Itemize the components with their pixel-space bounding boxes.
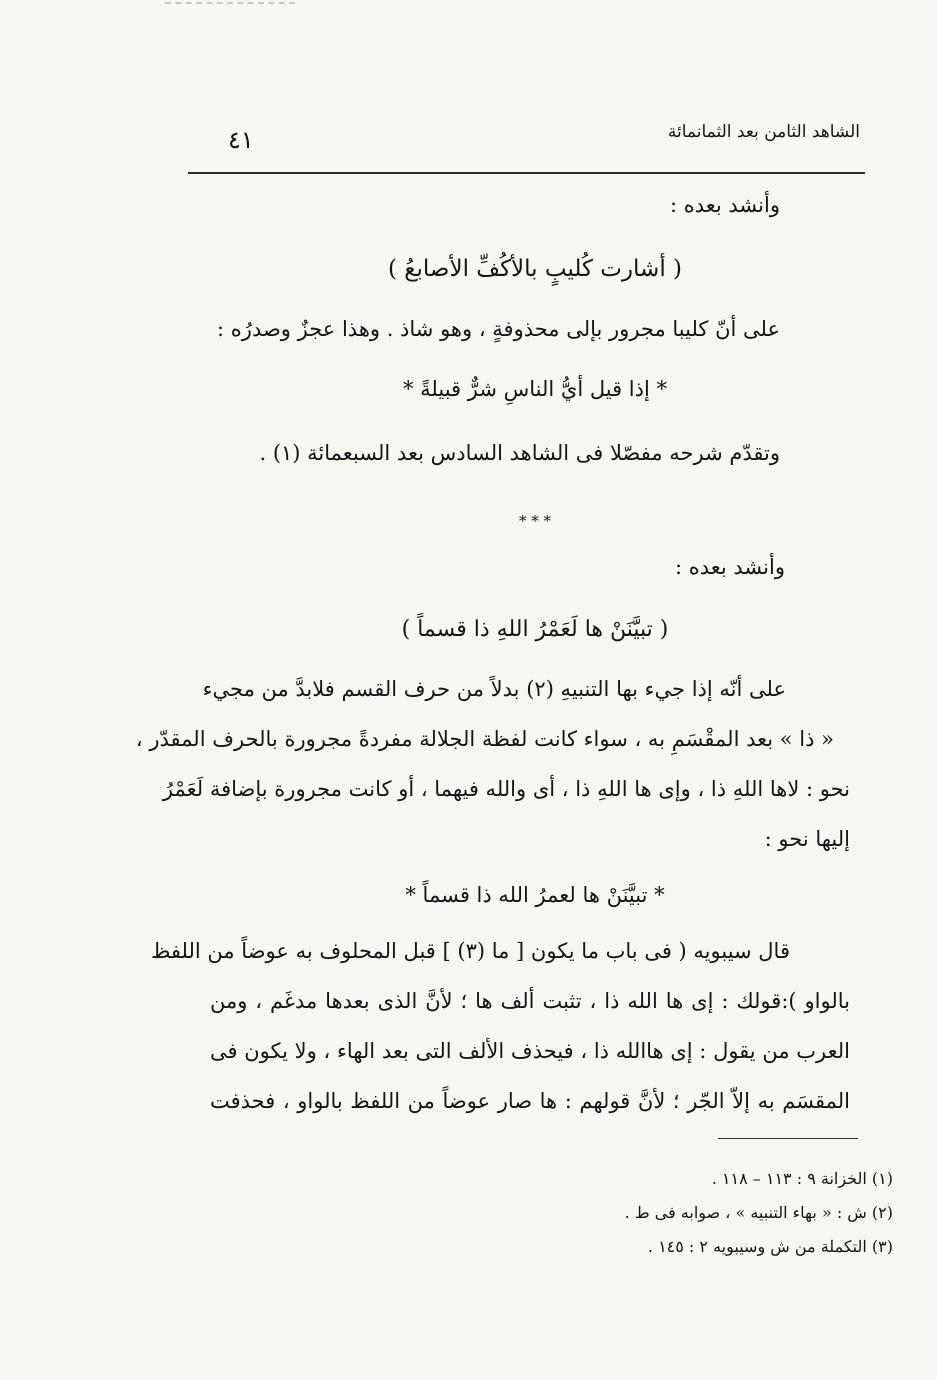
paragraph-line: العرب من يقول : إى هاالله ذا ، فيحذف الألف التى بعد الهاء ، ولا يكون فى bbox=[210, 1039, 850, 1063]
footnote-2: (٢) ش : « بهاء التنبيه » ، صوابه فى ط . bbox=[624, 1203, 893, 1222]
paragraph-line: على أنّه إذا جيء بها التنبيهِ (٢) بدلاً من حرف القسم فلابدَّ من مجيء bbox=[202, 677, 786, 701]
paragraph-line: « ذا » بعد المقْسَمِ به ، سواء كانت لفظة الجلالة مفردةً مجرورة بالحرف المقدّر ، bbox=[135, 727, 834, 751]
running-head: الشاهد الثامن بعد الثمانمائة bbox=[667, 122, 860, 142]
paragraph-line: المقسَم به إلاّ الجّر ؛ لأنَّ قولهم : ها صار عوضاً من اللفظ بالواو ، فحذفت bbox=[210, 1089, 850, 1113]
footnote-1: (١) الخزانة ٩ : ١١٣ – ١١٨ . bbox=[711, 1169, 893, 1188]
scan-artifact-dashes bbox=[165, 2, 295, 4]
paragraph-line: بالواو ):قولك : إى ها الله ذا ، تثبت ألف ها ؛ لأنَّ الذى بعدها مدغَم ، ومن bbox=[210, 989, 850, 1013]
footnotes bbox=[253, 1162, 893, 1264]
footnote-rule bbox=[718, 1138, 858, 1139]
paragraph-intro: وأنشد بعده : bbox=[674, 555, 785, 579]
paragraph-intro: وأنشد بعده : bbox=[669, 193, 780, 217]
paragraph-line: قال سيبويه ( فى باب ما يكون [ ما (٣) ] قبل المحلوف به عوضاً من اللفظ bbox=[150, 939, 790, 963]
verse-line: * إذا قيل أيُّ الناسِ شرٌّ قبيلةً * bbox=[402, 377, 667, 401]
paragraph-line: وتقدّم شرحه مفصّلا فى الشاهد السادس بعد السبعمائة (١) . bbox=[259, 441, 780, 465]
verse-quote: ( تبيَّنَنْ ها لَعَمْرُ اللهِ ذا قسماً ) bbox=[401, 617, 669, 642]
page-number: ٤١ bbox=[228, 126, 254, 154]
section-separator: * * * bbox=[518, 512, 552, 530]
header-rule bbox=[188, 172, 865, 174]
paragraph-line: نحو : لاها اللهِ ذا ، وإى ها اللهِ ذا ، أى والله فيهما ، أو كانت مجرورة بإضافة لَعَمْرُ bbox=[162, 777, 850, 801]
page-header bbox=[210, 118, 860, 168]
paragraph-line: على أنّ كليبا مجرور بإلى محذوفةٍ ، وهو شاذ . وهذا عجزٌ وصدرُه : bbox=[217, 317, 780, 341]
paragraph-line: إليها نحو : bbox=[764, 827, 850, 851]
verse-line: * تبيَّنَنْ ها لعمرُ الله ذا قسماً * bbox=[405, 883, 665, 907]
verse-quote: ( أشارت كُليبٍ بالأكُفِّ الأصابعُ ) bbox=[388, 256, 682, 282]
footnote-3: (٣) التكملة من ش وسيبويه ٢ : ١٤٥ . bbox=[647, 1237, 893, 1256]
